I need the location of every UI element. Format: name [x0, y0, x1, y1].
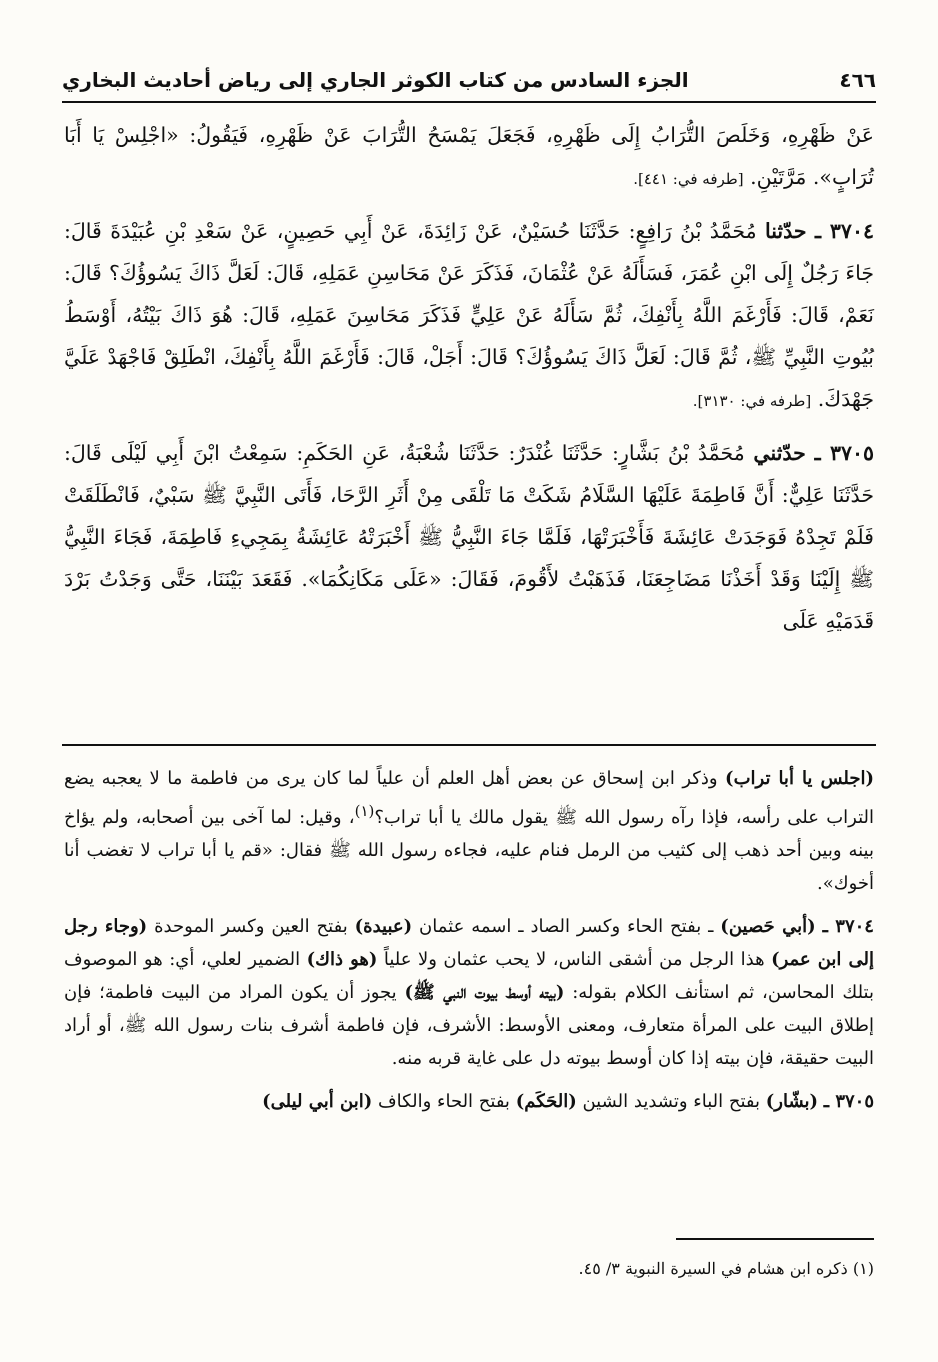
lemma: (عبيدة) — [354, 916, 413, 937]
commentary-number: ٣٧٠٥ ـ — [823, 1091, 874, 1112]
footnote-marker: (١) — [354, 802, 375, 820]
commentary-text: بفتح الحاء والكاف — [378, 1091, 510, 1112]
commentary-text: هذا الرجل من أشقى الناس، لا يحب عثمان ولا علياً — [383, 949, 765, 970]
footnote-separator — [676, 1238, 874, 1240]
chain-lead: حدّثنا — [765, 219, 807, 243]
lemma: (بيته أوسط بيوت النبي ﷺ) — [404, 982, 565, 1003]
hadith-text-block — [64, 114, 874, 652]
cross-reference: [طرفه في: ٤٤١]. — [633, 170, 744, 188]
header-rule — [62, 101, 876, 103]
commentary-text: يجوز أن يكون المراد من البيت فاطمة؛ فإن إطلاق البيت على المرأة متعارف، ومعنى الأوسط: الأشرف، فإن فاطمة أشرف بنات رسول الله ﷺ، أو أراد البيت حقيقة، فإن بيته إذا كان أوسط بيوته دل على غاية قربه منه. — [64, 982, 874, 1069]
commentary-text: وذكر ابن إسحاق عن بعض أهل العلم أن علياً لما كان يرى من فاطمة ما لا يعجبه يضع التراب على رأسه، فإذا رآه رسول الله ﷺ يقول مالك يا أبا تراب؟ — [64, 768, 874, 828]
lemma: (بشّار) — [765, 1091, 819, 1112]
hadith-text: مُحَمَّدُ بْنُ رَافِعٍ: حَدَّثَنَا حُسَيْنٌ، عَنْ زَائِدَةَ، عَنْ أَبِي حَصِينٍ، عَنْ سَعْدِ بْنِ عُبَيْدَةَ قَالَ: جَاءَ رَجُلٌ إِلَى ابْنِ عُمَرَ، فَسَأَلَهُ عَنْ عُثْمَانَ، فَذَكَرَ عَنْ مَحَاسِنِ عَمَلِهِ، قَالَ: لَعَلَّ ذَاكَ يَسُوؤُكَ؟ قَالَ: نَعَمْ، قَالَ: فَأَرْغَمَ اللَّهُ بِأَنْفِكَ، ثُمَّ سَأَلَهُ عَنْ عَلِيٍّ فَذَكَرَ مَحَاسِنَ عَمَلِهِ، قَالَ: هُوَ ذَاكَ بَيْتُهُ، أَوْسَطُ بُيُوتِ النَّبِيِّ ﷺ، ثُمَّ قَالَ: لَعَلَّ ذَاكَ يَسُوؤُكَ؟ قَالَ: أَجَلْ، قَالَ: فَأَرْغَمَ اللَّهُ بِأَنْفِكَ، انْطَلِقْ فَاجْهَدْ عَلَيَّ جَهْدَكَ. — [64, 219, 874, 411]
cross-reference: [طرفه في: ٣١٣٠]. — [692, 392, 812, 410]
lemma: (أبي حَصين) — [720, 916, 816, 937]
commentary-text: الضمير لعلي، أي: هو الموصوف بتلك المحاسن، ثم استأنف الكلام بقوله: — [64, 949, 874, 1003]
hadith-number: ٣٧٠٥ ـ — [814, 441, 874, 465]
commentary-paragraph-3704 — [64, 910, 874, 1075]
lemma: (ابن أبي ليلى) — [262, 1091, 373, 1112]
running-header — [62, 60, 876, 100]
footnote — [64, 1256, 874, 1282]
commentary-text: ، وقيل: لما آخى بين أصحابه، ولم يؤاخ بينه وبين أحد ذهب إلى كثيب من الرمل فنام عليه، فجاءه رسول الله ﷺ فقال: «قم يا أبا تراب لا تغضب أنا أخوك». — [64, 807, 874, 894]
lemma: (وجاء رجل إلى ابن عمر) — [64, 916, 874, 970]
commentary-text: بفتح الباء وتشديد الشين — [582, 1091, 761, 1112]
hadith-text: عَنْ ظَهْرِهِ، وَخَلَصَ التُّرَابُ إِلَى ظَهْرِهِ، فَجَعَلَ يَمْسَحُ التُّرَابَ عَنْ ظَهْرِهِ، فَيَقُولُ: «اجْلِسْ يَا أَبَا تُرَابٍ». مَرَّتَيْنِ. — [64, 123, 874, 189]
commentary-text: بفتح العين وكسر الموحدة — [154, 916, 348, 937]
chain-lead: حدّثني — [753, 441, 806, 465]
commentary-text: ـ بفتح الحاء وكسر الصاد ـ اسمه عثمان — [419, 916, 714, 937]
commentary-number: ٣٧٠٤ ـ — [822, 916, 874, 937]
footnote-text: ذكره ابن هشام في السيرة النبوية ٣/ ٤٥. — [578, 1259, 848, 1278]
hadith-number: ٣٧٠٤ ـ — [814, 219, 874, 243]
page-number: ٤٦٦ — [839, 68, 876, 92]
running-title: الجزء السادس من كتاب الكوثر الجاري إلى رياض أحاديث البخاري — [62, 68, 689, 92]
lemma: (الحَكَم) — [515, 1091, 577, 1112]
lemma: (اجلس يا أبا تراب) — [725, 768, 874, 789]
commentary-block — [64, 762, 874, 1128]
commentary-paragraph-3705 — [64, 1085, 874, 1118]
hadith-3704 — [64, 210, 874, 422]
hadith-continuation — [64, 114, 874, 200]
commentary-separator — [62, 744, 876, 746]
lemma: (هو ذاك) — [306, 949, 378, 970]
hadith-3705 — [64, 432, 874, 642]
footnote-number: (١) — [852, 1259, 874, 1278]
hadith-text: مُحَمَّدُ بْنُ بَشَّارٍ: حَدَّثَنَا غُنْدَرٌ: حَدَّثَنَا شُعْبَةُ، عَنِ الحَكَمِ: سَمِعْتُ ابْنَ أَبِي لَيْلَى قَالَ: حَدَّثَنَا عَلِيٌّ: أَنَّ فَاطِمَةَ عَلَيْهَا السَّلَامُ شَكَتْ مَا تَلْقَى مِنْ أَثَرِ الرَّحَا، فَأَتَى النَّبِيَّ ﷺ سَبْيٌ، فَانْطَلَقَتْ فَلَمْ تَجِدْهُ فَوَجَدَتْ عَائِشَةَ فَأَخْبَرَتْهَا، فَلَمَّا جَاءَ النَّبِيُّ ﷺ أَخْبَرَتْهُ عَائِشَةُ بِمَجِيءِ فَاطِمَةَ، فَجَاءَ النَّبِيُّ ﷺ إِلَيْنَا وَقَدْ أَخَذْنَا مَضَاجِعَنَا، فَذَهَبْتُ لأَقُومَ، فَقَالَ: «عَلَى مَكَانِكُمَا». فَقَعَدَ بَيْنَنَا، حَتَّى وَجَدْتُ بَرْدَ قَدَمَيْهِ عَلَى — [64, 441, 874, 633]
commentary-paragraph — [64, 762, 874, 900]
